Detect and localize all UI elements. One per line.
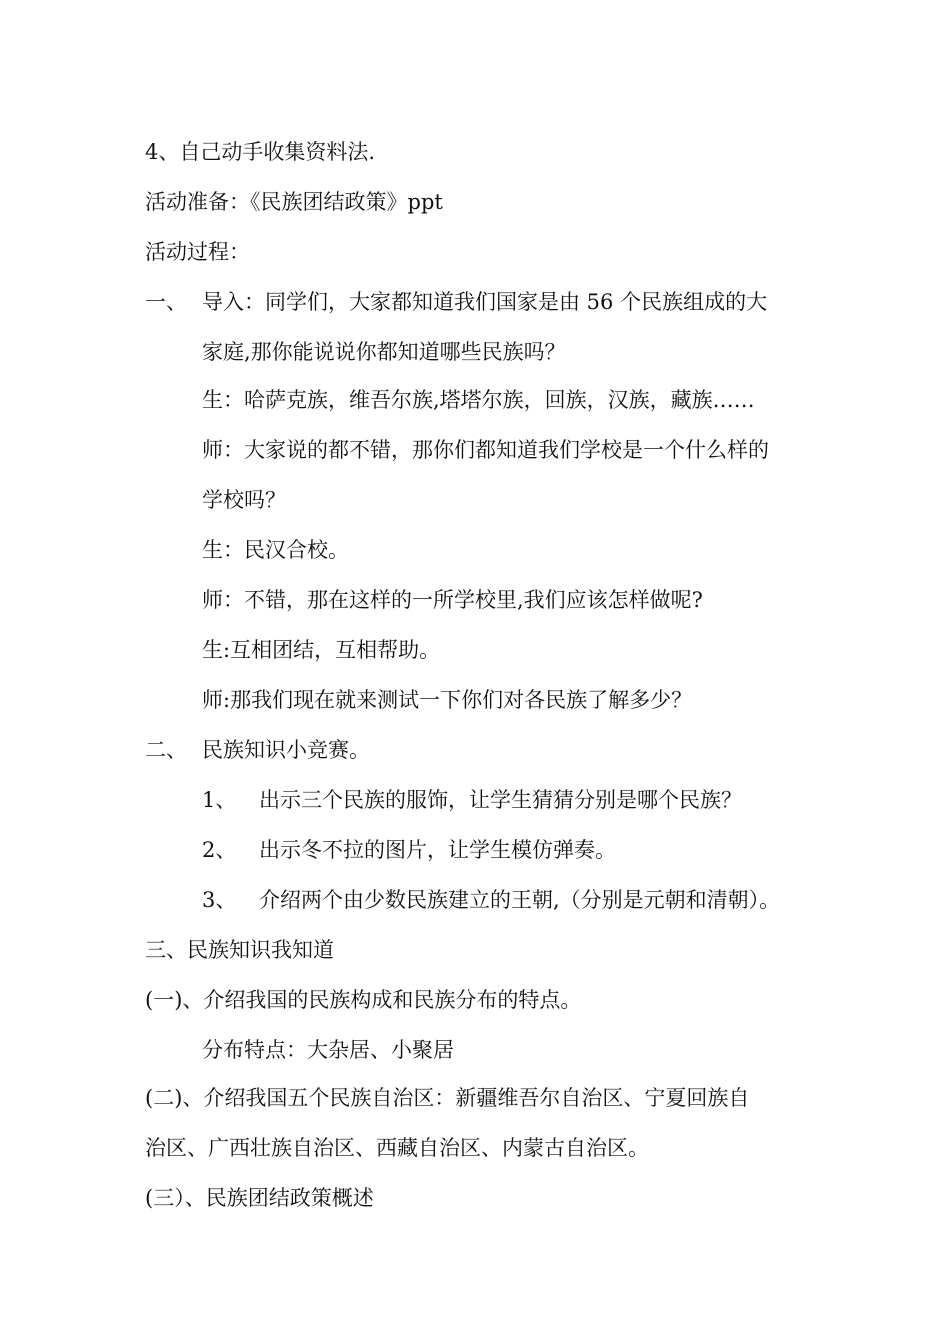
section-three-heading: 三、民族知识我知道 [145,938,334,962]
section-two-heading [145,736,545,764]
method-line: 4、自己动手收集资料法. [145,140,376,164]
section-one-number: 一、 [145,290,187,314]
section-one-intro-continued: 家庭,那你能说说你都知道哪些民族吗？ [202,340,566,364]
list-item [202,786,902,814]
section-two-number: 二、 [145,738,187,762]
list-item-number: 2、 [202,838,237,862]
section-one-heading [145,288,845,316]
dialog-line: 师：不错，那在这样的一所学校里,我们应该怎样做呢? [202,588,703,612]
activity-process-heading: 活动过程： [145,240,250,264]
list-item-number: 1、 [202,788,237,812]
section-one-intro-text: 导入：同学们，大家都知道我们国家是由 56 个民族组成的大 [202,290,768,314]
list-item [202,836,902,864]
list-item [202,886,902,914]
subsection-one: (一)、介绍我国的民族构成和民族分布的特点。 [145,988,582,1012]
dialog-line: 生：民汉合校。 [202,538,349,562]
list-item-text: 出示三个民族的服饰，让学生猜猜分别是哪个民族？ [259,788,742,812]
dialog-line: 生:互相团结，互相帮助。 [202,638,441,662]
section-two-title: 民族知识小竞赛。 [202,738,370,762]
subsection-two: (二)、介绍我国五个民族自治区：新疆维吾尔自治区、宁夏回族自 [145,1086,750,1110]
dialog-line: 学校吗？ [202,488,286,512]
list-item-text: 出示冬不拉的图片，让学生模仿弹奏。 [259,838,616,862]
distribution-feature: 分布特点：大杂居、小聚居 [202,1038,454,1062]
list-item-number: 3、 [202,888,237,912]
list-item-text: 介绍两个由少数民族建立的王朝,（分别是元朝和清朝）。 [259,888,781,912]
dialog-line: 师：大家说的都不错，那你们都知道我们学校是一个什么样的 [202,438,769,462]
subsection-three: (三）、民族团结政策概述 [145,1186,374,1210]
subsection-two-continued: 治区、广西壮族自治区、西藏自治区、内蒙古自治区。 [145,1136,649,1160]
activity-prep-line: 活动准备：《民族团结政策》ppt [145,190,443,214]
dialog-line: 生：哈萨克族，维吾尔族,塔塔尔族，回族，汉族，藏族…… [202,388,755,412]
dialog-line: 师:那我们现在就来测试一下你们对各民族了解多少？ [202,688,693,712]
